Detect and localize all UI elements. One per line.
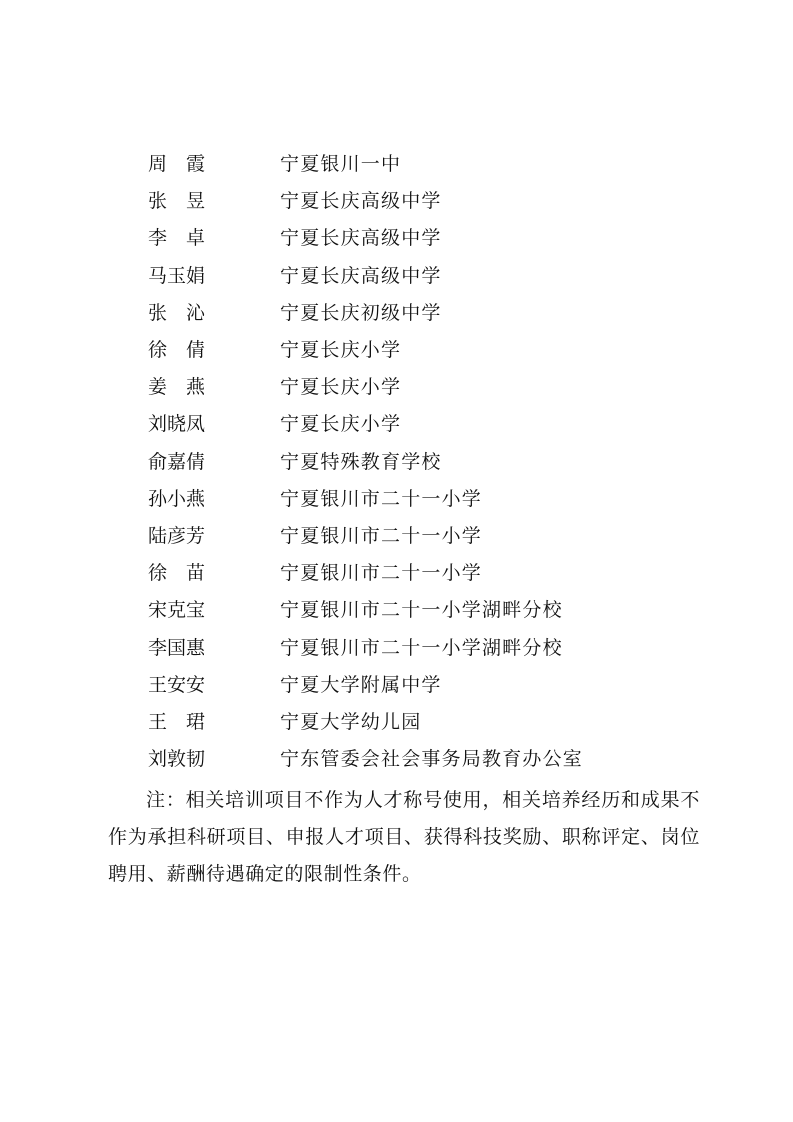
roster-row: [148, 553, 583, 590]
person-name: 王 珺: [148, 710, 206, 733]
roster-row: [148, 479, 583, 516]
person-name: 张 沁: [148, 301, 206, 324]
roster-list: [148, 144, 583, 776]
roster-row: [148, 256, 583, 293]
person-name: 李 卓: [148, 227, 206, 250]
school-name: 宁夏长庆初级中学: [280, 301, 442, 324]
roster-row: [148, 702, 583, 739]
school-name: 宁夏银川市二十一小学: [280, 524, 483, 547]
person-name: 陆彦芳: [148, 524, 206, 547]
person-name: 俞嘉倩: [148, 450, 206, 473]
roster-row: [148, 627, 583, 664]
school-name: 宁夏长庆小学: [280, 376, 402, 399]
school-name: 宁夏长庆高级中学: [280, 227, 442, 250]
roster-row: [148, 442, 583, 479]
roster-row: [148, 293, 583, 330]
school-name: 宁夏长庆小学: [280, 413, 402, 436]
roster-row: [148, 404, 583, 441]
school-name: 宁夏银川市二十一小学: [280, 487, 483, 510]
roster-row: [148, 144, 583, 181]
person-name: 周 霞: [148, 153, 206, 176]
roster-row: [148, 218, 583, 255]
school-name: 宁夏长庆小学: [280, 339, 402, 362]
roster-row: [148, 739, 583, 776]
school-name: 宁夏特殊教育学校: [280, 450, 442, 473]
school-name: 宁夏长庆高级中学: [280, 190, 442, 213]
school-name: 宁东管委会社会事务局教育办公室: [280, 748, 584, 771]
roster-row: [148, 516, 583, 553]
school-name: 宁夏银川市二十一小学: [280, 562, 483, 585]
school-name: 宁夏银川市二十一小学湖畔分校: [280, 599, 563, 622]
person-name: 刘敦韧: [148, 748, 206, 771]
roster-row: [148, 181, 583, 218]
person-name: 王安安: [148, 673, 206, 696]
roster-row: [148, 330, 583, 367]
person-name: 刘晓凤: [148, 413, 206, 436]
person-name: 徐 倩: [148, 339, 206, 362]
school-name: 宁夏大学附属中学: [280, 673, 442, 696]
school-name: 宁夏银川市二十一小学湖畔分校: [280, 636, 563, 659]
person-name: 宋克宝: [148, 599, 206, 622]
footnote-paragraph: 注：相关培训项目不作为人才称号使用，相关培养经历和成果不作为承担科研项目、申报人才项目、获得科技奖励、职称评定、岗位聘用、薪酬待遇确定的限制性条件。: [108, 789, 700, 885]
person-name: 姜 燕: [148, 376, 206, 399]
person-name: 马玉娟: [148, 264, 206, 287]
roster-row: [148, 367, 583, 404]
school-name: 宁夏大学幼儿园: [280, 710, 422, 733]
person-name: 孙小燕: [148, 487, 206, 510]
roster-row: [148, 590, 583, 627]
person-name: 李国惠: [148, 636, 206, 659]
school-name: 宁夏长庆高级中学: [280, 264, 442, 287]
person-name: 徐 苗: [148, 562, 206, 585]
person-name: 张 昱: [148, 190, 206, 213]
roster-row: [148, 665, 583, 702]
school-name: 宁夏银川一中: [280, 153, 402, 176]
